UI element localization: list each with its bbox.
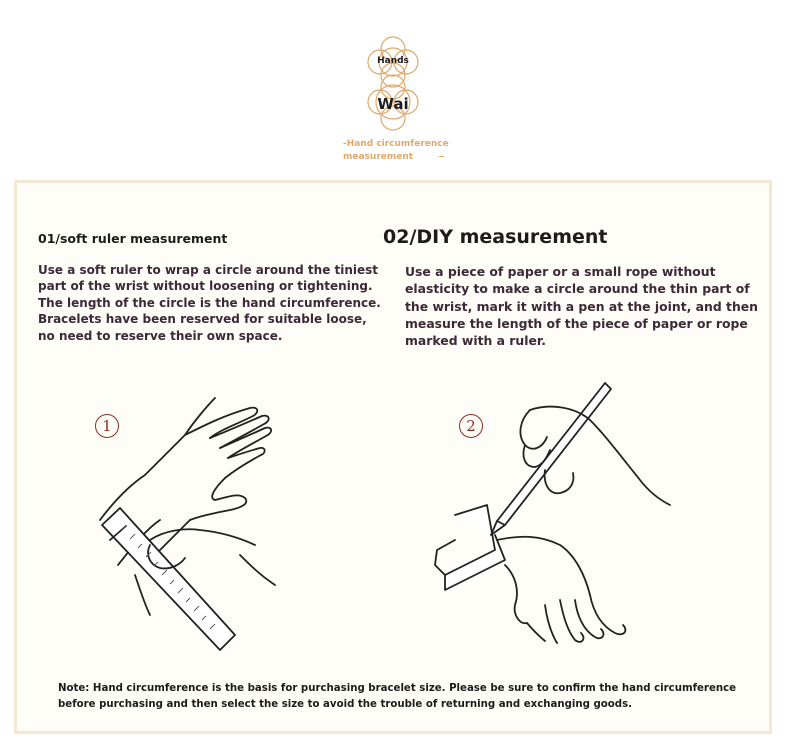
purchase-note: Note: Hand circumference is the basis for purchasing bracelet size. Please be sure to confirm the hand circumference before purchasing and then select the size to avoid the trouble of returning and exchanging goods.: [58, 683, 737, 710]
subtitle-dash: [439, 156, 444, 157]
section2-text: Use a piece of paper or a small rope without elasticity to make a circle around the thin part of the wrist, mark it with a pen at the joint, and then measure the length of the piece of paper or rope marked with a ruler.: [405, 264, 759, 349]
section2-heading: 02/DIY measurement: [383, 226, 608, 248]
page-subtitle: -Hand circumference measurement: [343, 139, 449, 162]
soft-ruler-illustration: [90, 380, 320, 660]
step-2-badge: 2: [459, 414, 483, 438]
diy-measurement-illustration: [425, 375, 675, 665]
brand-logo: [366, 36, 426, 136]
section1-text: Use a soft ruler to wrap a circle around the tiniest part of the wrist without loosening or tightening. The length of the circle is the hand circumference. Bracelets have been reserved for suitable loose, no need to reserve their own space.: [38, 263, 381, 343]
brand-line2: Wai: [377, 95, 409, 113]
step-1-badge: 1: [95, 414, 119, 438]
brand-line1: Hands: [377, 56, 409, 66]
section1-heading: 01/soft ruler measurement: [38, 231, 228, 246]
brand-logo-circles: [366, 36, 426, 136]
